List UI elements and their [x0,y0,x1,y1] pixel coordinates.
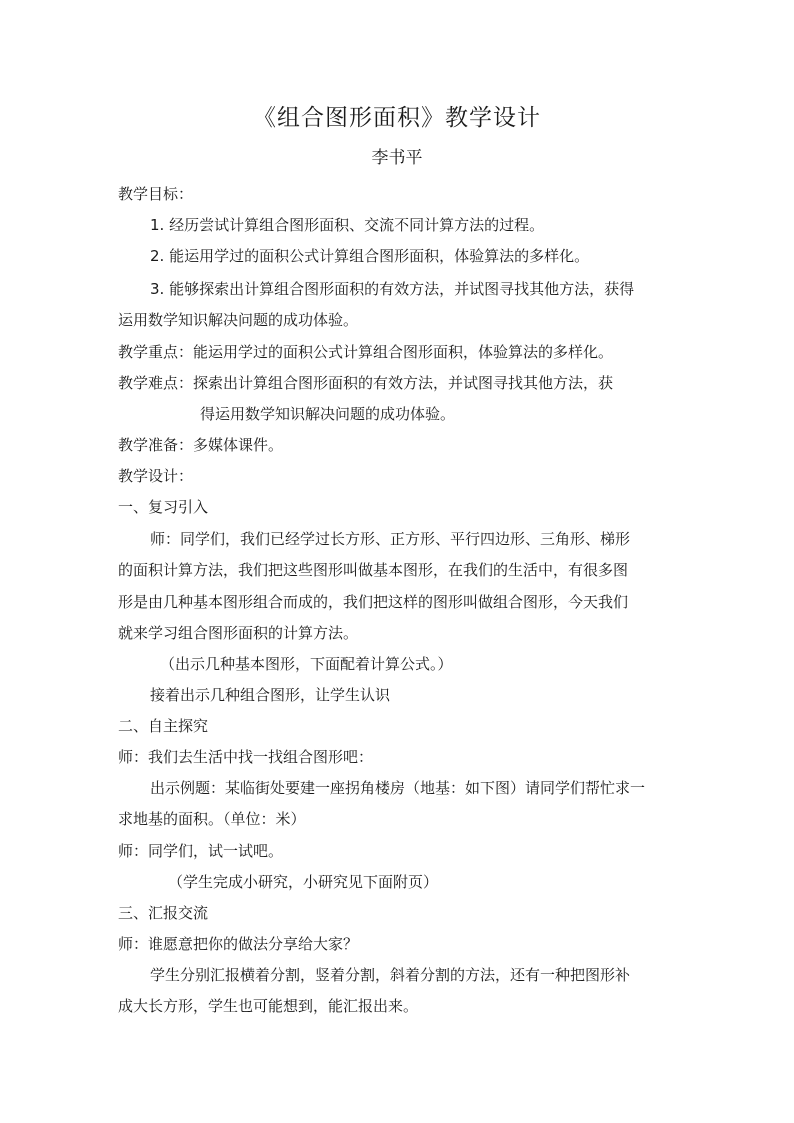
paragraph-line: 形是由几种基本图形组合而成的，我们把这样的图形叫做组合图形，今天我们 [118,593,629,611]
paragraph-line: 师：我们去生活中找一找组合图形吧： [118,748,374,766]
author-name: 李书平 [371,148,423,168]
paragraph-line: 师：同学们，我们已经学过长方形、正方形、平行四边形、三角形、梯形 [150,530,631,548]
section-heading-objectives: 教学目标： [118,185,194,203]
paragraph-line: 师：同学们，试一试吧。 [118,842,284,860]
paragraph-line: 成大长方形，学生也可能想到，能汇报出来。 [118,997,419,1015]
difficult-point-cont: 得运用数学知识解决问题的成功体验。 [200,405,456,423]
section-heading-design: 教学设计： [118,467,194,485]
difficult-point: 教学难点：探索出计算组合图形面积的有效方法，并试图寻找其他方法，获 [118,374,614,392]
paragraph-line: 接着出示几种组合图形，让学生认识 [150,686,391,704]
paragraph-line: 就来学习组合图形面积的计算方法。 [118,624,359,642]
document-title: 《组合图形面积》教学设计 [253,105,541,131]
objective-2: 2. 能运用学过的面积公式计算组合图形面积，体验算法的多样化。 [150,247,590,265]
paragraph-line: 求地基的面积。（单位：米） [118,810,306,828]
objective-1: 1. 经历尝试计算组合图形面积、交流不同计算方法的过程。 [150,216,545,234]
paragraph-line: （出示几种基本图形，下面配着计算公式。） [160,655,453,673]
objective-3-cont: 运用数学知识解决问题的成功体验。 [118,311,359,329]
paragraph-line: （学生完成小研究，小研究见下面附页） [168,873,439,891]
section-heading-report: 三、汇报交流 [118,904,209,922]
paragraph-line: 师：谁愿意把你的做法分享给大家？ [118,935,359,953]
preparation: 教学准备：多媒体课件。 [118,436,284,454]
paragraph-line: 的面积计算方法，我们把这些图形叫做基本图形，在我们的生活中，有很多图 [118,561,629,579]
objective-3: 3. 能够探索出计算组合图形面积的有效方法，并试图寻找其他方法，获得 [150,280,635,298]
paragraph-line: 学生分别汇报横着分割，竖着分割，斜着分割的方法，还有一种把图形补 [150,966,631,984]
section-heading-explore: 二、自主探究 [118,717,209,735]
key-point: 教学重点：能运用学过的面积公式计算组合图形面积，体验算法的多样化。 [118,343,614,361]
section-heading-review: 一、复习引入 [118,498,209,516]
paragraph-line: 出示例题：某临街处要建一座拐角楼房（地基：如下图）请同学们帮忙求一 [150,779,646,797]
